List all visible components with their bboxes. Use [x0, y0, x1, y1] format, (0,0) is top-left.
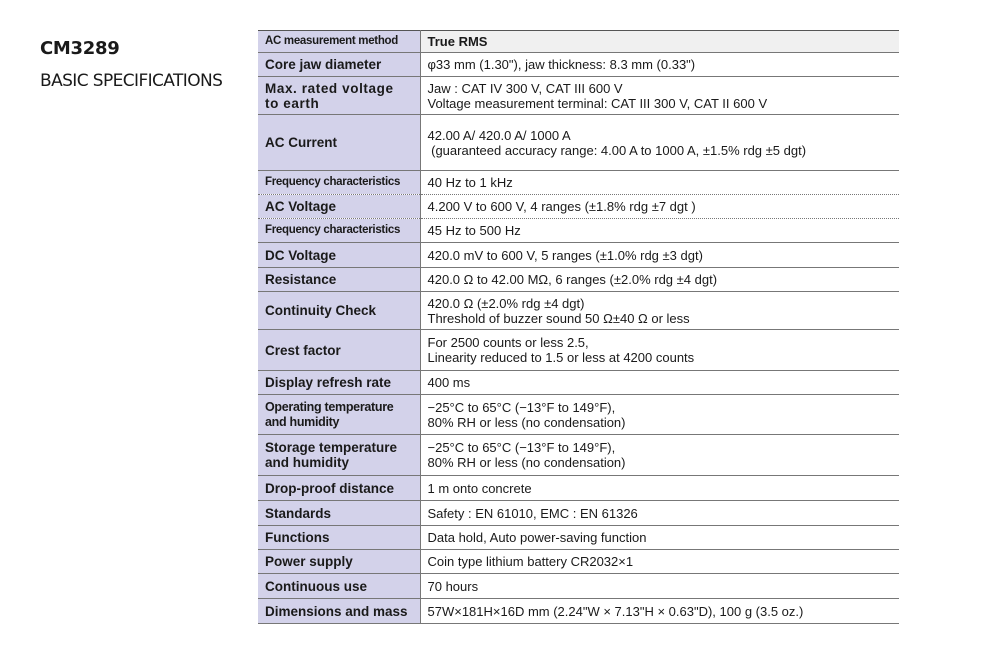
spec-row-frequency-ac-voltage — [258, 219, 899, 243]
spec-label: Crest factor — [258, 330, 420, 371]
spec-value: Coin type lithium battery CR2032×1 — [420, 550, 899, 574]
spec-label: Resistance — [258, 268, 420, 292]
spec-row-ac-measurement-method — [258, 31, 899, 53]
spec-value: 420.0 Ω (±2.0% rdg ±4 dgt) Threshold of buzzer sound 50 Ω±40 Ω or less — [420, 292, 899, 330]
spec-label: Frequency characteristics — [258, 219, 420, 243]
spec-table — [258, 30, 899, 624]
spec-value: Jaw : CAT IV 300 V, CAT III 600 V Voltage measurement terminal: CAT III 300 V, CAT II 600 V — [420, 77, 899, 115]
spec-label: Max. rated voltage to earth — [258, 77, 420, 115]
spec-label: Core jaw diameter — [258, 53, 420, 77]
spec-value: Safety : EN 61010, EMC : EN 61326 — [420, 501, 899, 526]
spec-value: 45 Hz to 500 Hz — [420, 219, 899, 243]
spec-label: AC measurement method — [258, 31, 420, 53]
spec-label: AC Voltage — [258, 195, 420, 219]
spec-value: For 2500 counts or less 2.5, Linearity reduced to 1.5 or less at 4200 counts — [420, 330, 899, 371]
spec-row-continuous-use — [258, 574, 899, 599]
page-title: BASIC SPECIFICATIONS — [40, 71, 223, 91]
spec-label: Operating temperature and humidity — [258, 395, 420, 435]
spec-value: −25°C to 65°C (−13°F to 149°F), 80% RH or less (no condensation) — [420, 435, 899, 476]
spec-label: Power supply — [258, 550, 420, 574]
spec-row-operating-temperature — [258, 395, 899, 435]
spec-row-max-rated-voltage — [258, 77, 899, 115]
spec-label: Dimensions and mass — [258, 599, 420, 624]
spec-label: AC Current — [258, 115, 420, 171]
spec-label: Storage temperature and humidity — [258, 435, 420, 476]
spec-label: Frequency characteristics — [258, 171, 420, 195]
spec-value: 400 ms — [420, 371, 899, 395]
spec-row-ac-current — [258, 115, 899, 171]
spec-row-storage-temperature — [258, 435, 899, 476]
spec-row-continuity-check — [258, 292, 899, 330]
spec-value: φ33 mm (1.30"), jaw thickness: 8.3 mm (0.33") — [420, 53, 899, 77]
spec-row-functions — [258, 526, 899, 550]
spec-row-standards — [258, 501, 899, 526]
spec-value: True RMS — [420, 31, 899, 53]
spec-value: 420.0 mV to 600 V, 5 ranges (±1.0% rdg ±3 dgt) — [420, 243, 899, 268]
spec-value: 40 Hz to 1 kHz — [420, 171, 899, 195]
spec-row-frequency-ac-current — [258, 171, 899, 195]
spec-row-display-refresh-rate — [258, 371, 899, 395]
spec-row-core-jaw-diameter — [258, 53, 899, 77]
model-number: CM3289 — [40, 38, 120, 59]
spec-label: Continuous use — [258, 574, 420, 599]
spec-label: Drop-proof distance — [258, 476, 420, 501]
spec-value: 42.00 A/ 420.0 A/ 1000 A (guaranteed accuracy range: 4.00 A to 1000 A, ±1.5% rdg ±5 dgt) — [420, 115, 899, 171]
spec-label: Functions — [258, 526, 420, 550]
spec-value: −25°C to 65°C (−13°F to 149°F), 80% RH or less (no condensation) — [420, 395, 899, 435]
spec-row-resistance — [258, 268, 899, 292]
spec-label: Standards — [258, 501, 420, 526]
spec-label: DC Voltage — [258, 243, 420, 268]
spec-value: 57W×181H×16D mm (2.24"W × 7.13"H × 0.63"D), 100 g (3.5 oz.) — [420, 599, 899, 624]
spec-value: Data hold, Auto power-saving function — [420, 526, 899, 550]
spec-value: 70 hours — [420, 574, 899, 599]
spec-row-power-supply — [258, 550, 899, 574]
spec-row-dc-voltage — [258, 243, 899, 268]
spec-row-ac-voltage — [258, 195, 899, 219]
spec-row-crest-factor — [258, 330, 899, 371]
spec-value: 420.0 Ω to 42.00 MΩ, 6 ranges (±2.0% rdg ±4 dgt) — [420, 268, 899, 292]
spec-label: Display refresh rate — [258, 371, 420, 395]
spec-value: 4.200 V to 600 V, 4 ranges (±1.8% rdg ±7 dgt ) — [420, 195, 899, 219]
spec-row-dimensions-and-mass — [258, 599, 899, 624]
spec-value: 1 m onto concrete — [420, 476, 899, 501]
spec-row-drop-proof-distance — [258, 476, 899, 501]
spec-label: Continuity Check — [258, 292, 420, 330]
